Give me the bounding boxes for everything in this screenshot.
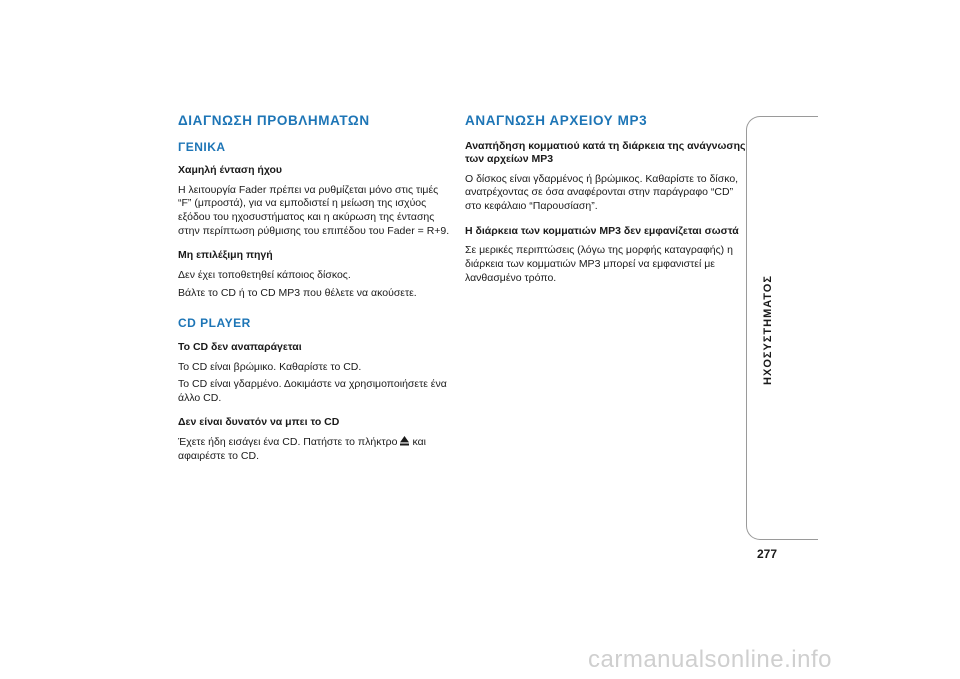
topic-text: Σε μερικές περιπτώσεις (λόγω της μορφής καταγραφής) η διάρκεια των κομματιών MP3 μπορεί να εμφανιστεί με λανθασμένο τρόπο. — [465, 244, 733, 284]
topic-text: Δεν έχει τοποθετηθεί κάποιος δίσκος. — [178, 268, 351, 281]
topic-title: Αναπήδηση κομματιού κατά τη διάρκεια της ανάγνωσης των αρχείων MP3 — [465, 139, 746, 166]
topic-cd-not-playing — [178, 341, 453, 406]
left-column — [178, 112, 453, 474]
topic-title: Δεν είναι δυνατόν να μπει το CD — [178, 416, 340, 429]
topic-text — [178, 436, 453, 463]
page-number: 277 — [757, 547, 778, 561]
topic-text: Βάλτε το CD ή το CD MP3 που θέλετε να ακούσετε. — [178, 286, 417, 299]
eject-icon — [400, 436, 409, 446]
topic-text: Ο δίσκος είναι γδαρμένος ή βρώμικος. Καθαρίστε το δίσκο, ανατρέχοντας σε όσα αναφέρονται στην παράγραφο “CD” στο κεφάλαιο “Παρουσίαση”. — [465, 172, 739, 213]
topic-track-skipping — [465, 140, 747, 214]
section-title-mp3: ΑΝΑΓΝΩΣΗ ΑΡΧΕΙΟΥ MP3 — [465, 113, 648, 128]
page-title: ΔΙΑΓΝΩΣΗ ΠΡΟΒΛΗΜΑΤΩΝ — [178, 113, 370, 128]
topic-text: Η λειτουργία Fader πρέπει να ρυθμίζεται μόνο στις τιμές “F” (μπροστά), για να εμποδιστεί η μείωση της ισχύος εξόδου του ηχοσυστήματος και η ακύρωση της έντασης στην περίπτωση ρύθμισης του επιπέδου του Fader = R+9. — [178, 183, 450, 237]
topic-text: Το CD είναι γδαρμένο. Δοκιμάστε να χρησιμοποιήσετε ένα άλλο CD. — [178, 378, 447, 404]
topic-title: Η διάρκεια των κομματιών MP3 δεν εμφανίζεται σωστά — [465, 224, 739, 237]
section-heading-general: ΓΕΝΙΚΑ — [178, 139, 226, 154]
right-column — [465, 112, 747, 296]
text-after-icon: και αφαιρέστε το CD. — [178, 436, 426, 462]
text-before-icon: Έχετε ήδη εισάγει ένα CD. Πατήστε το πλήκτρο — [178, 436, 398, 449]
topic-duration-wrong — [465, 225, 747, 286]
chapter-tab — [746, 116, 818, 540]
topic-text: Το CD είναι βρώμικο. Καθαρίστε το CD. — [178, 360, 362, 373]
topic-title: Το CD δεν αναπαράγεται — [178, 340, 302, 353]
topic-cd-cannot-insert — [178, 416, 453, 463]
chapter-tab-label: ΗΧΟΣΥΣΤΗΜΑΤΟΣ — [762, 275, 774, 385]
topic-title: Μη επιλέξιμη πηγή — [178, 249, 273, 262]
topic-title: Χαμηλή ένταση ήχου — [178, 164, 283, 177]
section-heading-cd-player: CD PLAYER — [178, 316, 251, 331]
watermark: carmanualsonline.info — [588, 646, 832, 673]
topic-no-source — [178, 249, 453, 300]
topic-low-volume — [178, 164, 453, 238]
